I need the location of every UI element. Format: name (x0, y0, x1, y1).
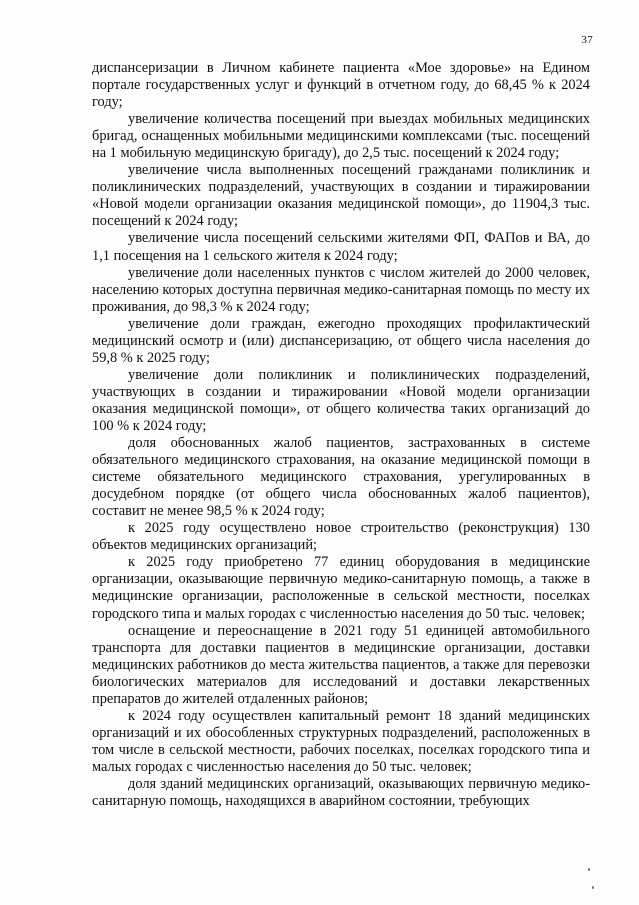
paragraph: доля зданий медицинских организаций, оказывающих первичную медико-санитарную помощь, находящихся в аварийном состоянии, требующих (92, 775, 590, 810)
paragraph-continuation: диспансеризации в Личном кабинете пациента «Мое здоровье» на Едином портале государственных услуг и функций в отчетном году, до 68,45 % к 2024 году; (92, 60, 590, 111)
paragraph: увеличение доли граждан, ежегодно проходящих профилактический медицинский осмотр и (или) диспансеризацию, от общего числа населения до 59,8 % к 2025 году; (92, 315, 590, 366)
paragraph: оснащение и переоснащение в 2021 году 51 единицей автомобильного транспорта для доставки пациентов в медицинские организации, доставки медицинских работников до места жительства пациентов, а также для перевозки биологических материалов для исследований и доставки лекарственных препаратов до жителей отдаленных районов; (92, 622, 590, 707)
paragraph: доля обоснованных жалоб пациентов, застрахованных в системе обязательного медицинского страхования, на оказание медицинской помощи в системе обязательного медицинского страхования, урегулированных в досудебном порядке (от общего числа обоснованных жалоб пациентов), составит не менее 98,5 % к 2024 году; (92, 435, 590, 520)
paragraph: к 2025 году приобретено 77 единиц оборудования в медицинские организации, оказывающие первичную медико-санитарную помощь, а также в медицинские организации, расположенные в сельской местности, поселках городского типа и малых городах с численностью населения до 50 тыс. человек; (92, 554, 590, 622)
paragraph: увеличение числа посещений сельскими жителями ФП, ФАПов и ВА, до 1,1 посещения на 1 сельского жителя к 2024 году; (92, 230, 590, 264)
paragraph: увеличение доли поликлиник и поликлинических подразделений, участвующих в создании и тиражировании «Новой модели организации оказания медицинской помощи», от общего количества таких организаций до 100 % к 2024 году; (92, 366, 590, 434)
paragraph: увеличение количества посещений при выездах мобильных медицинских бригад, оснащенных мобильными медицинскими комплексами (тыс. посещений на 1 мобильную медицинскую бригаду), до 2,5 тыс. посещений к 2024 году; (92, 111, 590, 162)
paragraph: увеличение числа выполненных посещений гражданами поликлиник и поликлинических подразделений, участвующих в создании и тиражировании «Новой модели организации оказания медицинской помощи», до 11904,3 тыс. посещений к 2024 году; (92, 162, 590, 230)
scan-speck (588, 868, 590, 871)
paragraph: к 2025 году осуществлено новое строительство (реконструкция) 130 объектов медицинских организаций; (92, 520, 590, 554)
paragraph: к 2024 году осуществлен капитальный ремонт 18 зданий медицинских организаций и их обособленных структурных подразделений, расположенных в том числе в сельской местности, рабочих поселках, поселках городского типа и малых городах с численностью населения до 50 тыс. человек; (92, 707, 590, 775)
scan-speck (592, 886, 594, 889)
paragraph: увеличение доли населенных пунктов с числом жителей до 2000 человек, населению которых доступна первичная медико-санитарная помощь по месту их проживания, до 98,3 % к 2024 году; (92, 264, 590, 315)
document-body (92, 60, 590, 810)
page-number: 37 (581, 34, 593, 46)
